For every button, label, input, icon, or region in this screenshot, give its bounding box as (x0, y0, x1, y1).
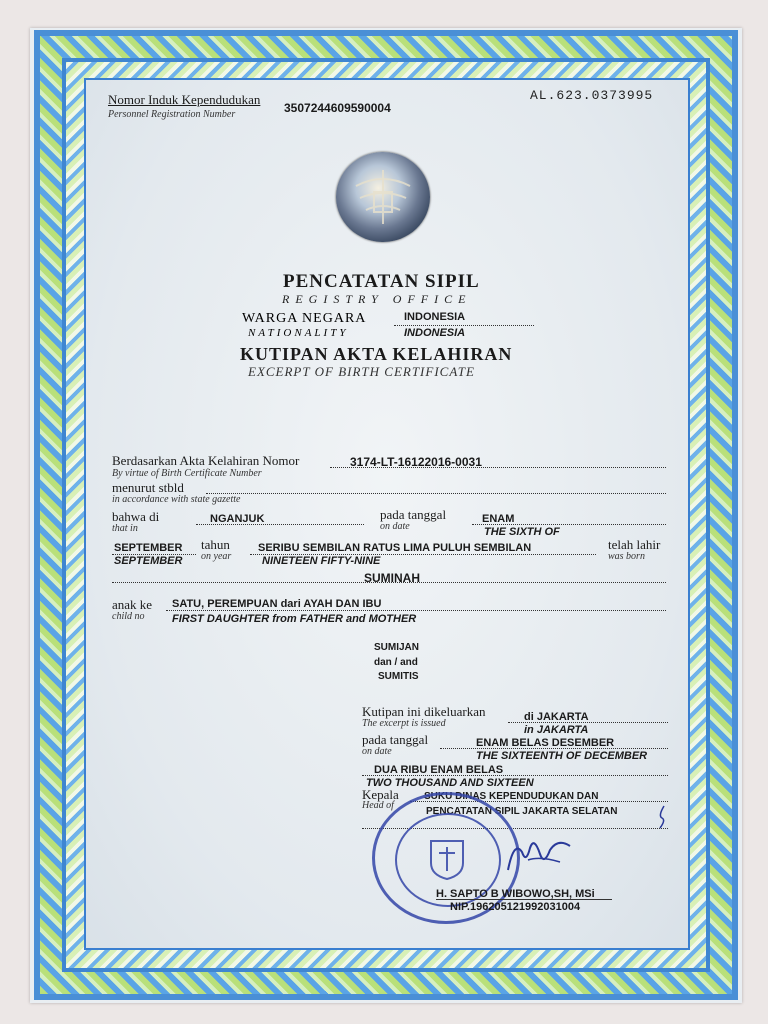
stbld-label-en: in accordance with state gazette (112, 494, 241, 505)
year-label-en: on year (201, 551, 232, 562)
deed-label: Berdasarkan Akta Kelahiran Nomor (112, 453, 300, 468)
citizen-dots (394, 325, 534, 326)
document-title: KUTIPAN AKTA KELAHIRAN (240, 344, 513, 364)
birth-year-en: NINETEEN FIFTY-NINE (262, 555, 381, 567)
head-label: Kepala (362, 787, 399, 802)
citizen-label-en: NATIONALITY (248, 327, 349, 339)
place-label-en: that in (112, 523, 138, 534)
issue-date-label: pada tanggal (362, 732, 429, 747)
place-dots (196, 524, 364, 525)
birth-month-en: SEPTEMBER (114, 555, 183, 567)
birth-place: NGANJUK (210, 513, 265, 525)
hologram-seal-icon (336, 152, 430, 242)
stbld-label: menurut stbld (112, 480, 184, 495)
child-label-en: child no (112, 611, 145, 622)
birth-day: ENAM (482, 513, 515, 525)
deed-number: 3174-LT-16122016-0031 (350, 455, 482, 469)
document-title-en: EXCERPT OF BIRTH CERTIFICATE (248, 364, 475, 379)
father-name: SUMIJAN (374, 642, 420, 653)
mother-name: SUMITIS (378, 671, 419, 682)
birth-year: SERIBU SEMBILAN RATUS LIMA PULUH SEMBILAN (258, 542, 532, 554)
date-label: pada tanggal (380, 507, 447, 522)
issued-place-dots (508, 722, 668, 723)
issued-label-en: The excerpt is issued (362, 718, 446, 729)
birth-month: SEPTEMBER (114, 542, 183, 554)
office-title-en: REGISTRY OFFICE (282, 292, 472, 306)
official-nip: NIP.196205121992031004 (450, 901, 581, 913)
born-label-en: was born (608, 551, 645, 562)
stbld-dots (206, 493, 666, 494)
issue-year: DUA RIBU ENAM BELAS (374, 764, 504, 776)
born-label: telah lahir (608, 537, 661, 552)
signature-icon (500, 830, 580, 880)
official-name: H. SAPTO B WIBOWO,SH, MSi (436, 888, 595, 900)
year-dots (250, 554, 596, 555)
office-title: PENCATATAN SIPIL (283, 271, 480, 292)
and-text: dan / and (374, 657, 418, 668)
office-line-1: SUKU DINAS KEPENDUDUKAN DAN (424, 791, 599, 802)
place-label: bahwa di (112, 509, 160, 524)
citizen-value-en: INDONESIA (404, 327, 466, 339)
issue-date-en: THE SIXTEENTH OF DECEMBER (476, 750, 648, 762)
child-dots (166, 610, 666, 611)
nik-value: 3507244609590004 (284, 101, 391, 115)
issue-date: ENAM BELAS DESEMBER (476, 737, 615, 749)
issued-place-en: in JAKARTA (524, 724, 589, 736)
child-name: SUMINAH (364, 571, 420, 585)
issue-year-dots (362, 775, 668, 776)
year-label: tahun (201, 537, 230, 552)
name-dots (112, 582, 666, 583)
serial-number: AL.623.0373995 (530, 88, 654, 103)
deed-label-en: By virtue of Birth Certificate Number (112, 468, 262, 479)
day-dots (472, 524, 666, 525)
issue-year-en: TWO THOUSAND AND SIXTEEN (366, 777, 534, 789)
issue-date-dots (440, 748, 668, 749)
initial-mark-icon (654, 804, 670, 830)
nik-label: Nomor Induk Kependudukan (108, 92, 261, 107)
citizen-value: INDONESIA (404, 311, 466, 323)
citizen-label: WARGA NEGARA (242, 311, 367, 326)
issued-label: Kutipan ini dikeluarkan (362, 704, 486, 719)
child-value: SATU, PEREMPUAN dari AYAH DAN IBU (172, 598, 382, 610)
issue-date-label-en: on date (362, 746, 392, 757)
head-label-en: Head of (362, 800, 394, 811)
signature-line (436, 899, 612, 900)
deed-dots (330, 467, 666, 468)
child-label: anak ke (112, 597, 153, 612)
nik-label-en: Personnel Registration Number (108, 109, 236, 120)
issued-place: di JAKARTA (524, 711, 589, 723)
month-dots (112, 554, 196, 555)
office-line-2: PENCATATAN SIPIL JAKARTA SELATAN (426, 806, 618, 817)
birth-day-en: THE SIXTH OF (484, 526, 560, 538)
date-label-en: on date (380, 521, 410, 532)
child-value-en: FIRST DAUGHTER from FATHER and MOTHER (172, 613, 417, 625)
